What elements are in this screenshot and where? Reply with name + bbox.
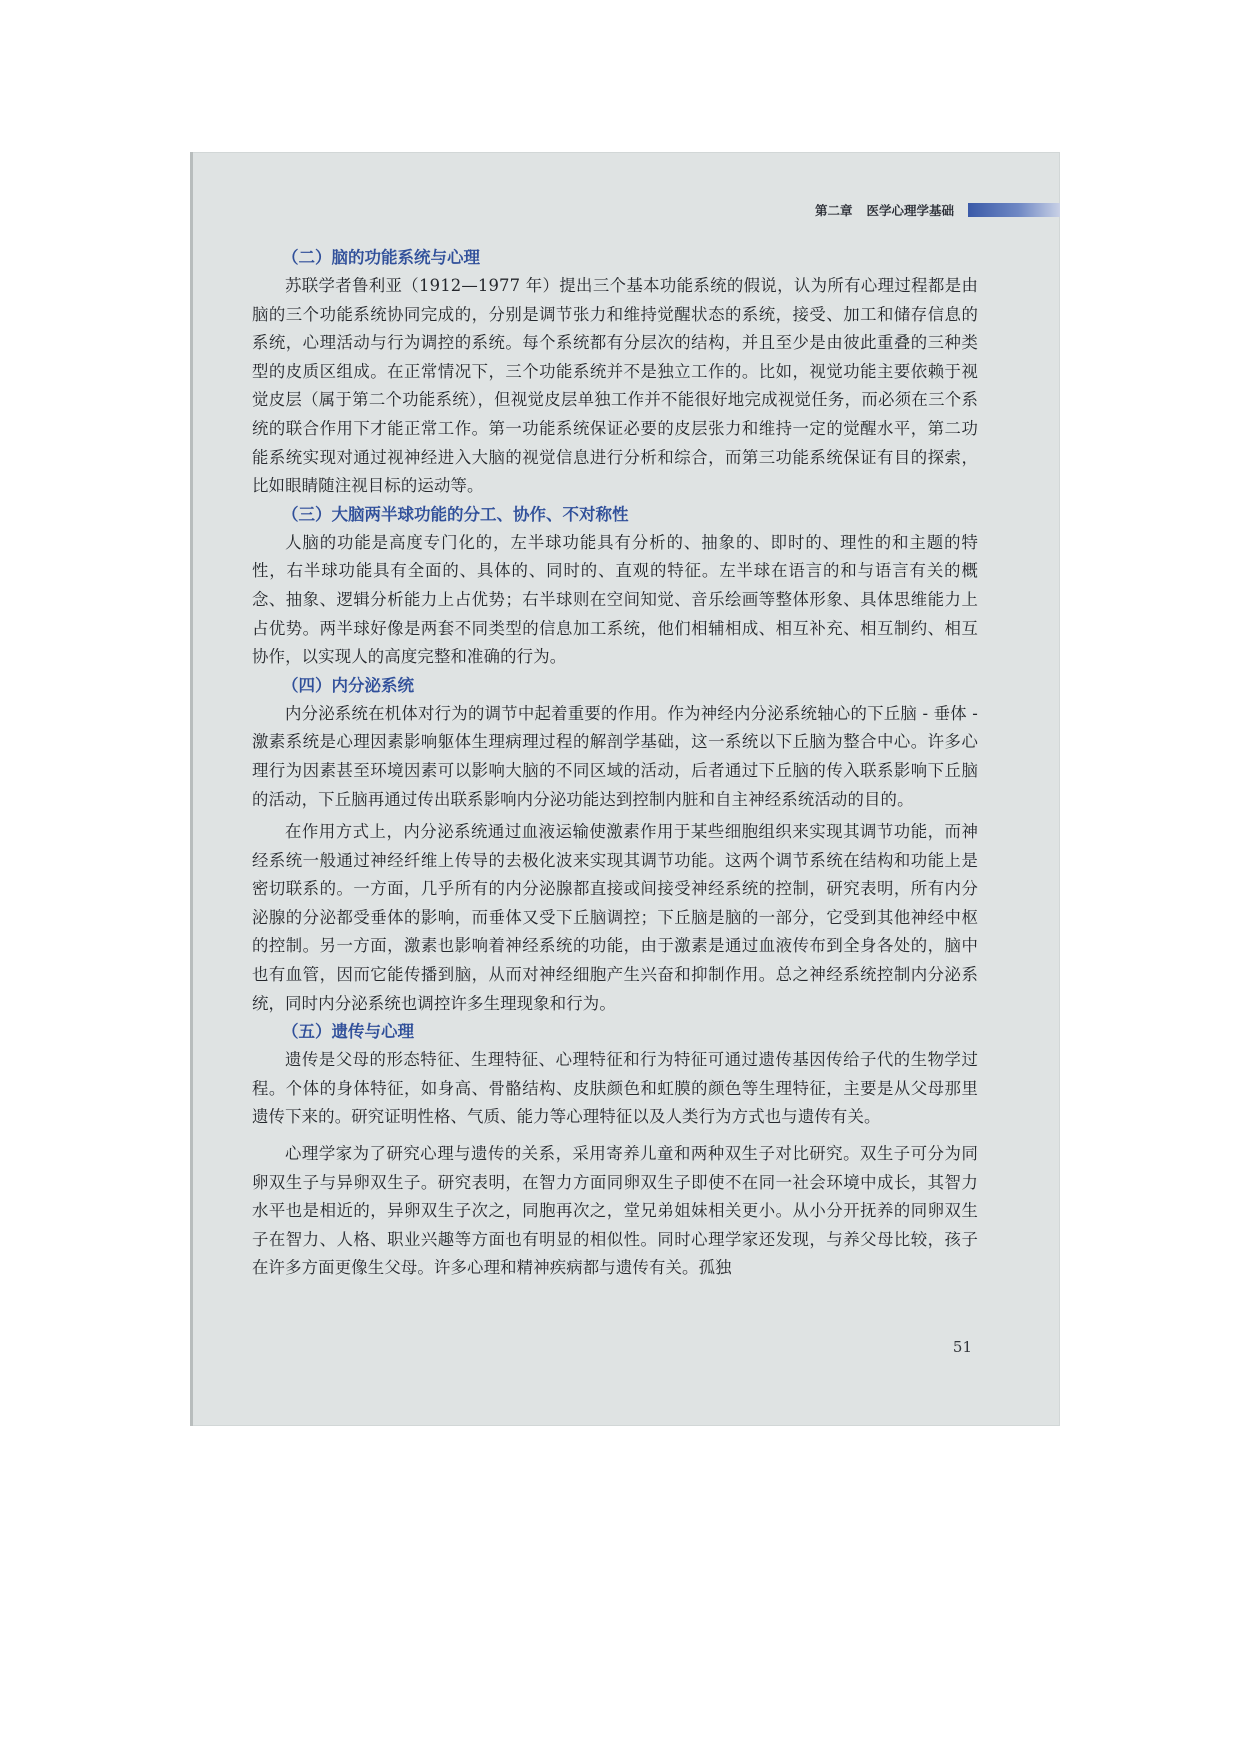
running-header-chapter: 第二章 [814,203,853,218]
paragraph-5-1: 遗传是父母的形态特征、生理特征、心理特征和行为特征可通过遗传基因传给子代的生物学过程。个体的身体特征，如身高、骨骼结构、皮肤颜色和虹膜的颜色等生理特征，主要是从父母那里遗传下来的。研究证明性格、气质、能力等心理特征以及人类行为方式也与遗传有关。 [252,1050,978,1127]
section-heading-3: （三）大脑两半球功能的分工、协作、不对称性 [282,504,629,524]
running-header [815,202,1060,218]
section-heading-2: （二）脑的功能系统与心理 [282,248,480,267]
paragraph-5-2: 心理学家为了研究心理与遗传的关系，采用寄养儿童和两种双生子对比研究。双生子可分为同卵双生子与异卵双生子。研究表明，在智力方面同卵双生子即使不在同一社会环境中成长，其智力水平也是相近的，异卵双生子次之，同胞再次之，堂兄弟姐妹相关更小。从小分开抚养的同卵双生子在智力、人格、职业兴趣等方面也有明显的相似性。同时心理学家还发现，与养父母比较，孩子在许多方面更像生父母。许多心理和精神疾病都与遗传有关。孤独 [252,1144,978,1278]
page-body [252,244,978,1283]
paragraph-4-1: 内分泌系统在机体对行为的调节中起着重要的作用。作为神经内分泌系统轴心的下丘脑 - 垂体 - 激素系统是心理因素影响躯体生理病理过程的解剖学基础，这一系统以下丘脑为整合中心。许多心理行为因素甚至环境因素可以影响大脑的不同区域的活动，后者通过下丘脑的传入联系影响下丘脑的活动，下丘脑再通过传出联系影响内分泌功能达到控制内脏和自主神经系统活动的目的。 [252,703,978,809]
running-header-title: 医学心理学基础 [866,203,954,218]
book-page [190,152,1060,1426]
paragraph-2-1: 苏联学者鲁利亚（1912—1977 年）提出三个基本功能系统的假说，认为所有心理过程都是由脑的三个功能系统协同完成的，分别是调节张力和维持觉醒状态的系统，接受、加工和储存信息的系统，心理活动与行为调控的系统。每个系统都有分层次的结构，并且至少是由彼此重叠的三种类型的皮质区组成。在正常情况下，三个功能系统并不是独立工作的。比如，视觉功能主要依赖于视觉皮层（属于第二个功能系统），但视觉皮层单独工作并不能很好地完成视觉任务，而必须在三个系统的联合作用下才能正常工作。第一功能系统保证必要的皮层张力和维持一定的觉醒水平，第二功能系统实现对通过视神经进入大脑的视觉信息进行分析和综合，而第三功能系统保证有目的探索，比如眼睛随注视目标的运动等。 [252,276,978,496]
paragraph-3-1: 人脑的功能是高度专门化的，左半球功能具有分析的、抽象的、即时的、理性的和主题的特性，右半球功能具有全面的、具体的、同时的、直观的特征。左半球在语言的和与语言有关的概念、抽象、逻辑分析能力上占优势；右半球则在空间知觉、音乐绘画等整体形象、具体思维能力上占优势。两半球好像是两套不同类型的信息加工系统，他们相辅相成、相互补充、相互制约、相互协作，以实现人的高度完整和准确的行为。 [252,532,978,667]
section-heading-5: （五）遗传与心理 [282,1022,414,1042]
running-header-bar [968,203,1060,217]
section-heading-4: （四）内分泌系统 [282,675,414,695]
page-number: 51 [952,1338,972,1356]
paragraph-4-2: 在作用方式上，内分泌系统通过血液运输使激素作用于某些细胞组织来实现其调节功能，而神经系统一般通过神经纤维上传导的去极化波来实现其调节功能。这两个调节系统在结构和功能上是密切联系的。一方面，几乎所有的内分泌腺都直接或间接受神经系统的控制，研究表明，所有内分泌腺的分泌都受垂体的影响，而垂体又受下丘脑调控；下丘脑是脑的一部分，它受到其他神经中枢的控制。另一方面，激素也影响着神经系统的功能，由于激素是通过血液传布到全身各处的，脑中也有血管，因而它能传播到脑，从而对神经细胞产生兴奋和抑制作用。总之神经系统控制内分泌系统，同时内分泌系统也调控许多生理现象和行为。 [252,822,978,1013]
